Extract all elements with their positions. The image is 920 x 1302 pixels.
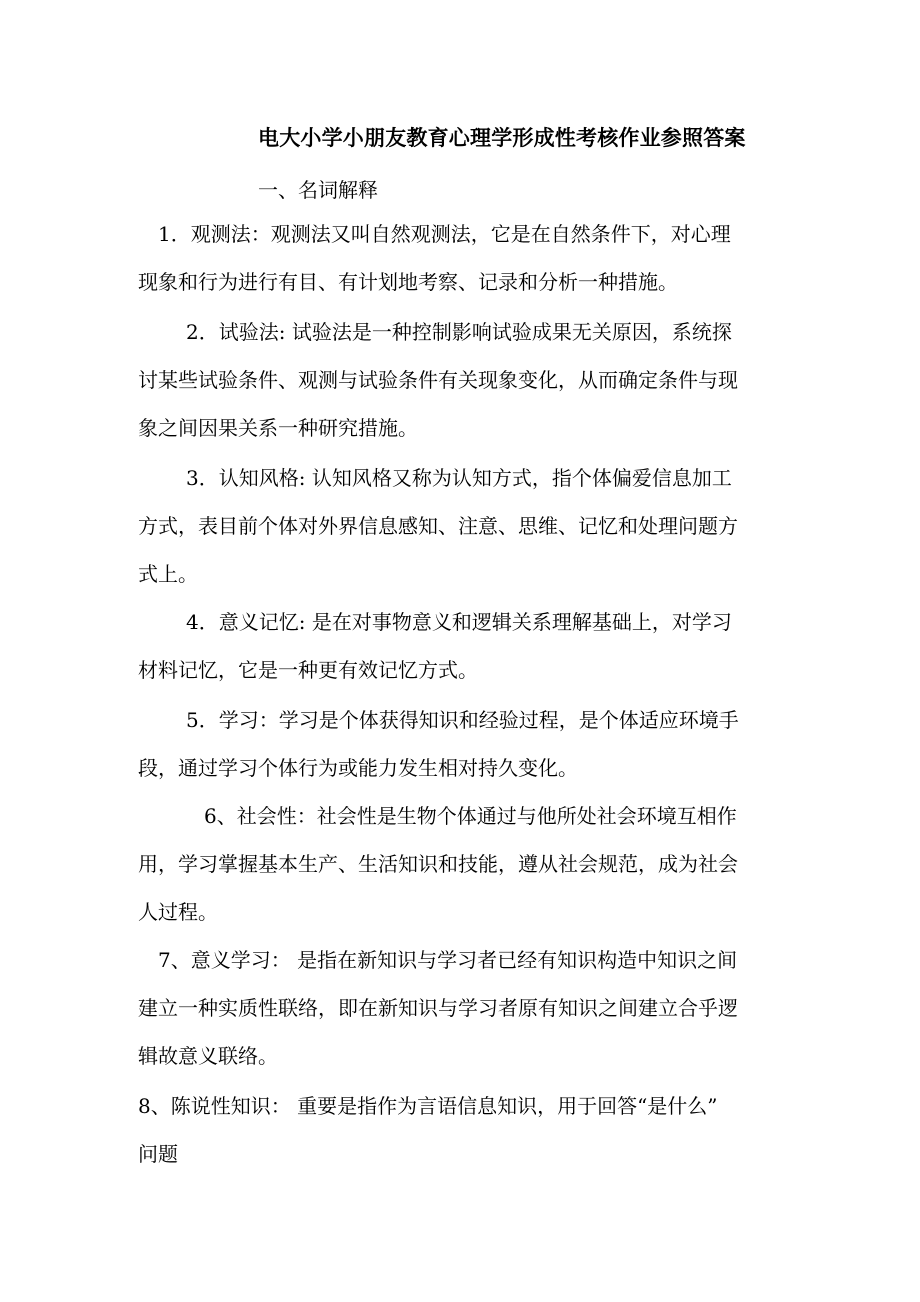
entry-7-line-3: 辑故意义联络。	[138, 1044, 278, 1068]
entry-3-line-3: 式上。	[138, 562, 198, 586]
entry-5-line-1: 5．学习：学习是个体获得知识和经验过程，是个体适应环境手	[186, 708, 739, 732]
entry-1-line-2: 现象和行为进行有目、有计划地考察、记录和分析一种措施。	[138, 270, 678, 294]
entry-6-line-1: 6、社会性：社会性是生物个体通过与他所处社会环境互相作	[204, 804, 737, 828]
entry-3-line-2: 方式，表目前个体对外界信息感知、注意、思维、记忆和处理问题方	[138, 514, 738, 538]
entry-8-line-1: 8、陈说性知识： 重要是指作为言语信息知识，用于回答“是什么”	[138, 1094, 718, 1118]
entry-7-line-1: 7、意义学习： 是指在新知识与学习者已经有知识构造中知识之间	[158, 948, 738, 972]
entry-4-line-2: 材料记忆，它是一种更有效记忆方式。	[138, 658, 478, 682]
document-title: 电大小学小朋友教育心理学形成性考核作业参照答案	[258, 125, 746, 150]
entry-5-line-2: 段，通过学习个体行为或能力发生相对持久变化。	[138, 756, 578, 780]
section-heading: 一、名词解释	[258, 178, 378, 202]
entry-2-line-2: 讨某些试验条件、观测与试验条件有关现象变化，从而确定条件与现	[138, 368, 738, 392]
entry-2-line-1: 2．试验法: 试验法是一种控制影响试验成果无关原因，系统探	[186, 320, 732, 344]
entry-6-line-2: 用，学习掌握基本生产、生活知识和技能，遵从社会规范，成为社会	[138, 852, 738, 876]
entry-8-line-2: 问题	[138, 1142, 178, 1166]
entry-6-line-3: 人过程。	[138, 900, 218, 924]
entry-4-line-1: 4．意义记忆: 是在对事物意义和逻辑关系理解基础上，对学习	[186, 610, 732, 634]
entry-7-line-2: 建立一种实质性联络，即在新知识与学习者原有知识之间建立合乎逻	[138, 996, 738, 1020]
entry-3-line-1: 3．认知风格: 认知风格又称为认知方式，指个体偏爱信息加工	[186, 466, 732, 490]
entry-1-line-1: 1．观测法：观测法又叫自然观测法，它是在自然条件下，对心理	[158, 222, 731, 246]
entry-2-line-3: 象之间因果关系一种研究措施。	[138, 416, 418, 440]
